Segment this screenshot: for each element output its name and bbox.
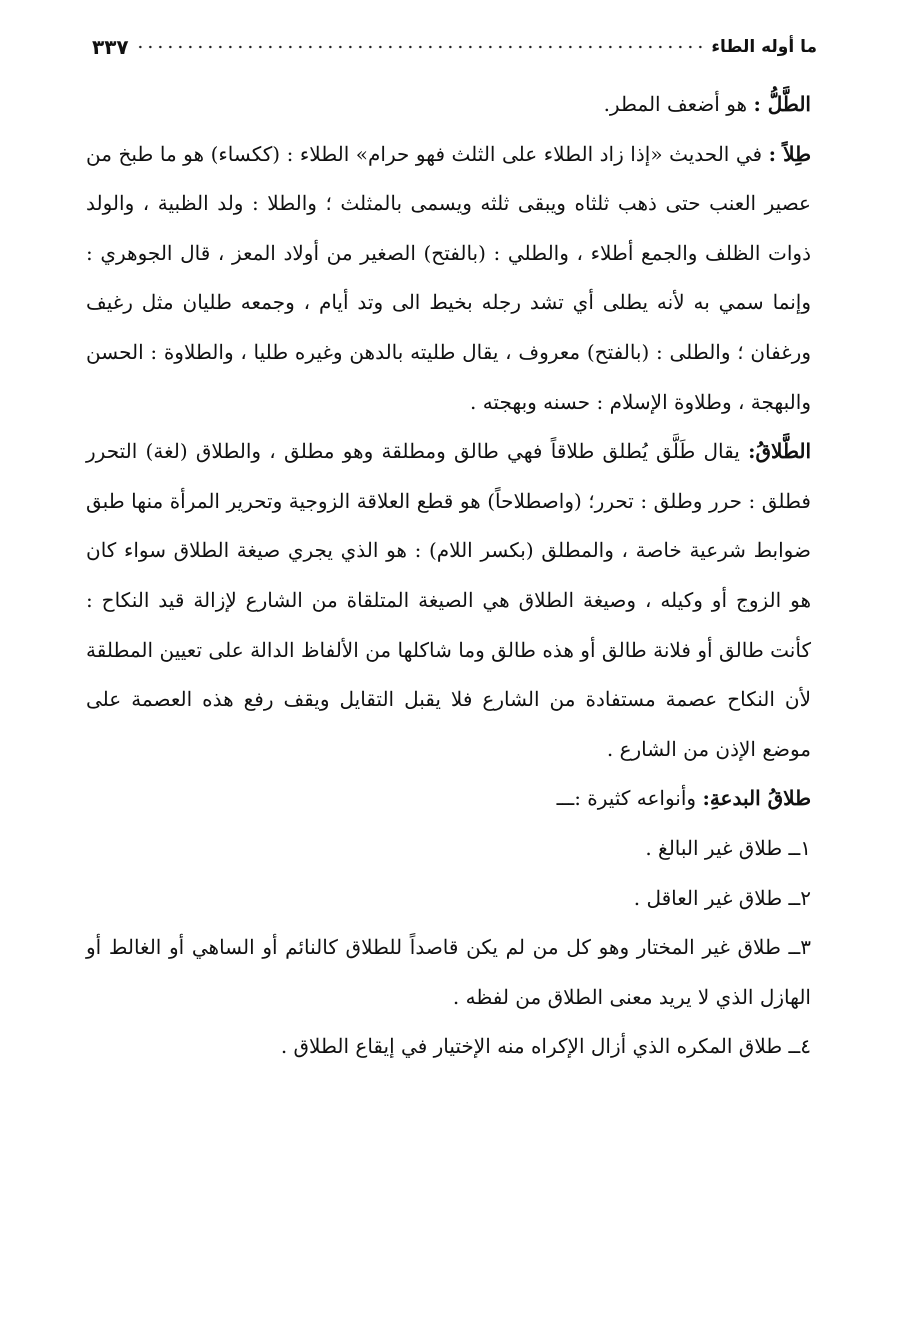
page-body xyxy=(86,80,811,1072)
entry-text: يقال طَلَّق يُطلق طلاقاً فهي طالق ومطلقة وهو مطلق ، والطلاق (لغة) التحرر فطلق : حرر وطلق : تحرر؛ (واصطلاحاً) هو قطع العلاقة الزوجية وتحرير المرأة منها طبق ضوابط شرعية خاصة ، والمطلق (بكسر اللام) : هو الذي يجري صيغة الطلاق سواء كان هو الزوج أو وكيله ، وصيغة الطلاق هي الصيغة المتلقاة من الشارع لإزالة قيد النكاح : كأنت طالق أو فلانة طالق أو هذه طالق وما شاكلها من الألفاظ الدالة على تعيين المطلقة لأن النكاح عصمة مستفادة من الشارع فلا يقبل التقايل ويقف رفع هذه العصمة على موضع الإذن من الشارع . xyxy=(86,439,811,761)
list-item: ١ــ طلاق غير البالغ . xyxy=(645,835,811,860)
subentry-headword: طلاقُ البدعةِ: xyxy=(702,786,811,811)
entry-talaq xyxy=(86,427,811,774)
list-item: ٣ــ طلاق غير المختار وهو كل من لم يكن قاصداً للطلاق كالنائم أو الساهي أو الغالط أو الهازل الذي لا يريد معنى الطلاق من لفظه . xyxy=(86,935,811,1009)
list-item: ٤ــ طلاق المكره الذي أزال الإكراه منه الإختيار في إيقاع الطلاق . xyxy=(280,1034,811,1059)
running-header xyxy=(92,30,817,64)
list-item: ٢ــ طلاق غير العاقل . xyxy=(633,885,811,910)
entry-text: هو أضعف المطر. xyxy=(603,92,754,116)
page-number: ٣٣٧ xyxy=(92,35,129,59)
running-title: ما أوله الطاء xyxy=(711,37,817,57)
subentry-talaq-bida xyxy=(86,774,811,824)
dotted-leader xyxy=(137,45,704,49)
subentry-text: وأنواعه كثيرة :ـــ xyxy=(556,786,703,811)
headword: الطَّلُّ : xyxy=(753,92,811,116)
headword: الطَّلاقُ: xyxy=(748,439,811,464)
entry-tila xyxy=(86,130,811,428)
headword: طِلاً : xyxy=(768,141,811,166)
entry-text: في الحديث «إذا زاد الطلاء على الثلث فهو حرام» الطلاء : (ككساء) هو ما طبخ من عصير العنب حتى ذهب ثلثاه ويبقى ثلثه ويسمى بالمثلث ؛ والطلا : ولد الظبية ، والولد ذوات الظلف والجمع أطلاء ، والطلي : (بالفتح) الصغير من أولاد المعز ، قال الجوهري : وإنما سمي به لأنه يطلى أي تشد رجله بخيط الى وتد أيام ، وجمعه طليان مثل رغيف ورغفان ؛ والطلى : (بالفتح) معروف ، يقال طليته بالدهن وغيره طليا ، والطلاوة : الحسن والبهجة ، وطلاوة الإسلام : حسنه وبهجته . xyxy=(86,141,811,414)
entry-tall xyxy=(86,80,811,130)
